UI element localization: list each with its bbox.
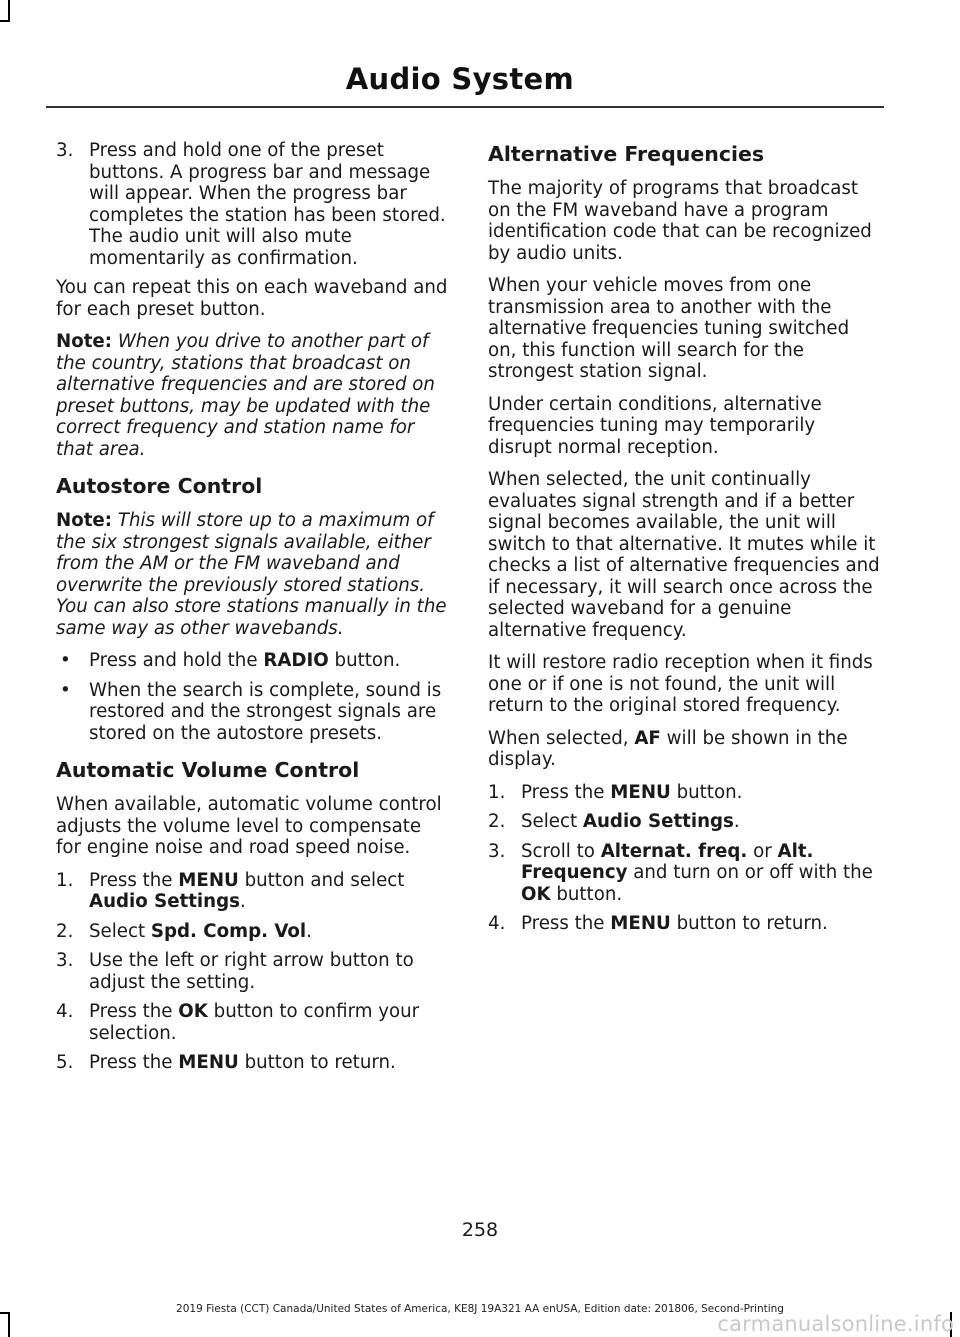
section-heading: Autostore Control bbox=[56, 474, 263, 498]
list-item bbox=[488, 913, 883, 935]
menu-name: Spd. Comp. Vol bbox=[150, 920, 307, 942]
list-item bbox=[56, 140, 451, 269]
display-indicator: AF bbox=[634, 727, 661, 749]
step-number: 4. bbox=[56, 1001, 74, 1022]
list-item bbox=[488, 782, 883, 804]
text: and turn on or off with the bbox=[633, 862, 873, 883]
watermark: carmanualsonline.info bbox=[717, 1312, 954, 1336]
text: Press the bbox=[89, 1001, 173, 1022]
header-divider bbox=[46, 106, 884, 108]
button-name: MENU bbox=[178, 869, 239, 891]
section-heading: Alternative Frequencies bbox=[488, 142, 765, 166]
bullet-icon: • bbox=[60, 650, 71, 671]
text: button and select bbox=[244, 869, 405, 891]
step-number: 1. bbox=[488, 781, 506, 803]
button-name: MENU bbox=[178, 1052, 239, 1073]
step-text: Press and hold one of the preset buttons. A progress bar and message will appear. When the progress bar completes the station has been stored. The audio unit will also mute momentarily as confirmation. bbox=[89, 140, 446, 269]
section-heading: Automatic Volume Control bbox=[56, 758, 360, 782]
list-item bbox=[56, 1052, 451, 1074]
right-column bbox=[488, 140, 883, 943]
text: will be shown in the display. bbox=[488, 727, 848, 770]
crop-mark bbox=[8, 1312, 10, 1337]
list-item bbox=[56, 1001, 451, 1044]
step-number: 2. bbox=[56, 920, 74, 942]
paragraph: It will restore radio reception when it finds one or if one is not found, the unit will return to the original stored frequency. bbox=[488, 652, 873, 716]
note-text: This will store up to a maximum of the six strongest signals available, either from the AM or the FM waveband and overwrite the previously stored stations. You can also store stations manually in the same way as other wavebands. bbox=[56, 510, 447, 639]
note bbox=[56, 510, 451, 639]
text: button to confirm your selection. bbox=[89, 1001, 420, 1044]
step-number: 2. bbox=[488, 811, 506, 832]
paragraph: You can repeat this on each waveband and for each preset button. bbox=[56, 277, 448, 320]
paragraph: When your vehicle moves from one transmission area to another with the alternative frequencies tuning switched on, this function will search for the strongest station signal. bbox=[488, 275, 850, 382]
button-name: OK bbox=[521, 883, 551, 905]
text: Press and hold the bbox=[89, 650, 258, 671]
text: When the search is complete, sound is restored and the strongest signals are stored on the autostore presets. bbox=[89, 679, 442, 744]
note-label: Note: bbox=[56, 510, 113, 531]
bullet-icon: • bbox=[60, 679, 71, 701]
text: . bbox=[306, 920, 312, 942]
list-item bbox=[56, 921, 451, 943]
step-number: 4. bbox=[488, 913, 506, 934]
menu-name: Audio Settings bbox=[89, 891, 240, 912]
bullet-item bbox=[56, 680, 451, 745]
text: Select bbox=[89, 920, 146, 942]
text: button. bbox=[556, 883, 623, 905]
list-item bbox=[488, 841, 883, 906]
text: button to return. bbox=[244, 1052, 396, 1073]
text: . bbox=[733, 811, 740, 832]
text: When selected, bbox=[488, 727, 629, 749]
step-number: 3. bbox=[488, 840, 506, 862]
menu-name: Audio Settings bbox=[582, 811, 734, 832]
step-number: 5. bbox=[56, 1052, 74, 1073]
step-number: 3. bbox=[56, 140, 74, 161]
list-item bbox=[56, 870, 451, 913]
footer-edition-info: 2019 Fiesta (CCT) Canada/United States of America, KE8J 19A321 AA enUSA, Edition date: 201806, Second-Printing bbox=[176, 1303, 784, 1315]
text: Press the bbox=[89, 1052, 173, 1073]
note-text: When you drive to another part of the country, stations that broadcast on alternative frequencies and are stored on preset buttons, may be updated with the correct frequency and station name for that area. bbox=[56, 331, 435, 460]
bullet-item bbox=[56, 650, 451, 672]
crop-mark bbox=[8, 0, 10, 22]
text: . bbox=[239, 891, 246, 912]
button-name: MENU bbox=[610, 913, 671, 934]
list-item bbox=[56, 950, 451, 993]
text: or bbox=[753, 840, 772, 862]
text: Press the bbox=[89, 869, 173, 891]
list-item bbox=[488, 811, 883, 833]
button-name: RADIO bbox=[263, 650, 329, 671]
paragraph bbox=[488, 728, 883, 771]
text: button. bbox=[676, 781, 743, 803]
button-name: MENU bbox=[610, 781, 671, 803]
note-label: Note: bbox=[56, 331, 113, 352]
step-number: 3. bbox=[56, 950, 74, 971]
text: Press the bbox=[521, 781, 605, 803]
text: Select bbox=[521, 811, 578, 832]
menu-name: Alt. Frequency bbox=[521, 840, 814, 883]
text: Press the bbox=[521, 913, 605, 934]
paragraph: When available, automatic volume control adjusts the volume level to compensate for engine noise and road speed noise. bbox=[56, 794, 442, 858]
text: Use the left or right arrow button to adjust the setting. bbox=[89, 950, 414, 993]
paragraph: When selected, the unit continually evaluates signal strength and if a better signal becomes available, the unit will switch to that alternative. It mutes while it checks a list of alternative frequencies and if necessary, it will search once across the selected waveband for a genuine alternative frequency. bbox=[488, 469, 880, 641]
page-title: Audio System bbox=[345, 62, 574, 96]
paragraph: Under certain conditions, alternative frequencies tuning may temporarily disrupt normal reception. bbox=[488, 393, 822, 458]
text: button. bbox=[334, 650, 401, 671]
button-name: OK bbox=[178, 1001, 208, 1022]
step-number: 1. bbox=[56, 869, 74, 891]
text: Scroll to bbox=[521, 840, 595, 862]
menu-name: Alternat. freq. bbox=[600, 840, 748, 862]
text: button to return. bbox=[676, 913, 828, 934]
left-column bbox=[56, 140, 451, 1082]
page-number: 258 bbox=[461, 1219, 499, 1241]
note bbox=[56, 331, 451, 460]
crop-mark bbox=[0, 20, 10, 22]
paragraph: The majority of programs that broadcast on the FM waveband have a program identification code that can be recognized by audio units. bbox=[488, 178, 872, 264]
